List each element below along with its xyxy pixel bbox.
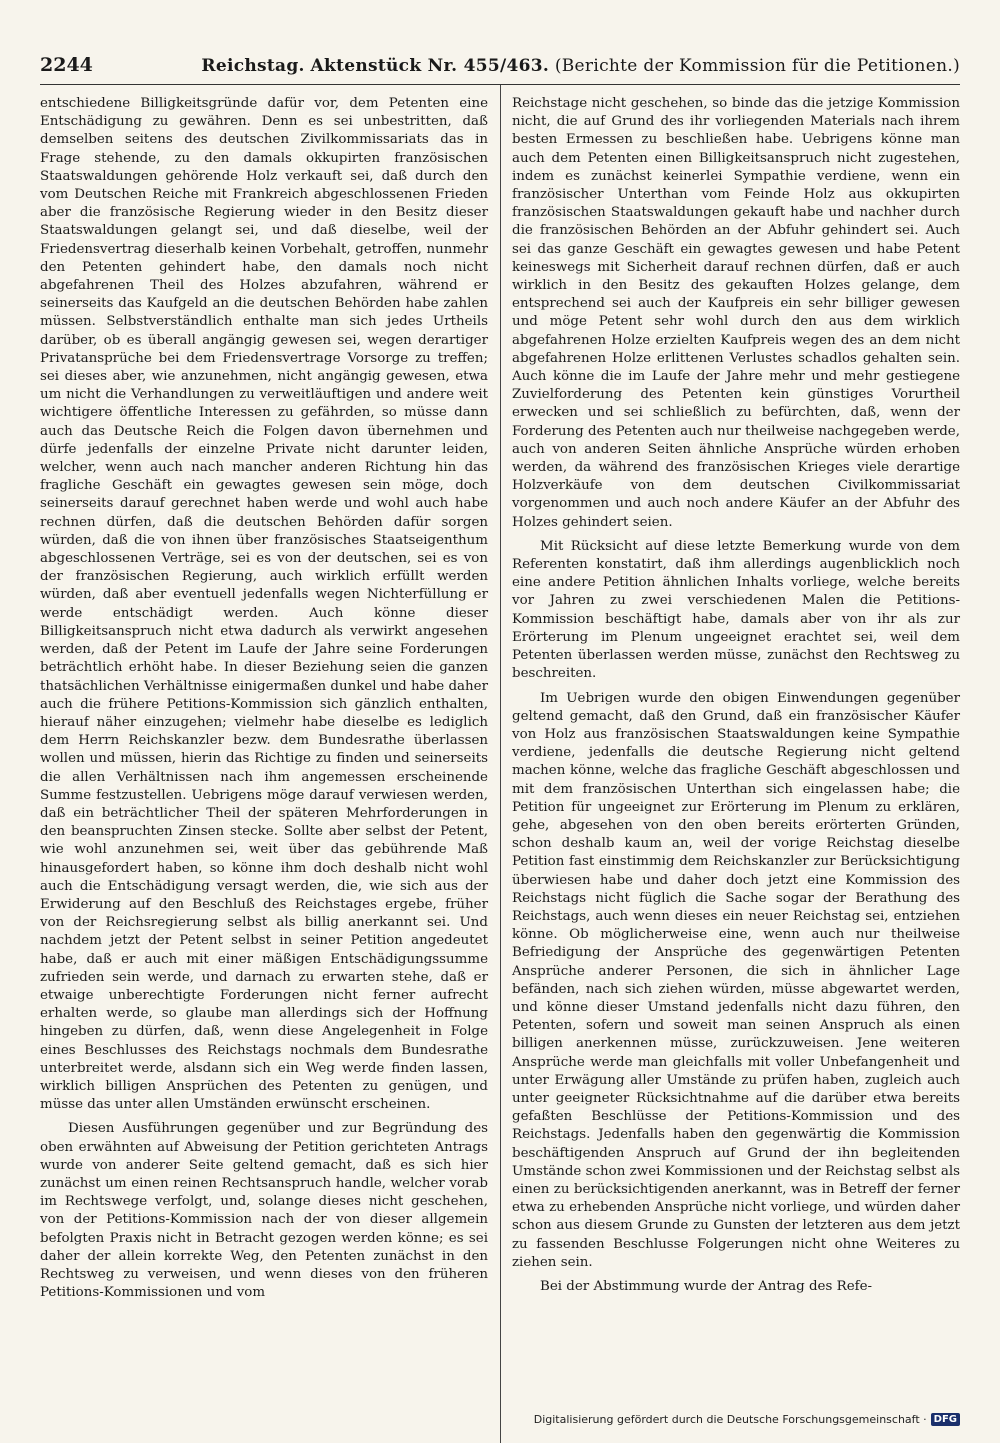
dfg-logo-icon: DFG xyxy=(931,1413,960,1426)
paragraph: Im Uebrigen wurde den obigen Einwendungen gegenüber geltend gemacht, daß den Grund, daß ein französischer Käufer von Holz aus französischen Staatswaldungen keine Sympathie verdiene, jedenfalls die deutsche Regierung nicht geltend machen könne, welche das fragliche Geschäft abgeschlossen und mit dem französischen Unterthan sich eingelassen habe; die Petition für ungeeignet zur Erörterung im Plenum zu erklären, gehe, abgesehen von den oben bereits erörterten Gründen, schon deshalb kaum an, weil der vorige Reichstag dieselbe Petition fast einstimmig dem Reichskanzler zur Berücksichtigung überwiesen habe und daher doch jetzt eine Kommission des Reichstags nicht füglich die Sache sogar der Berathung des Reichstags, auch wenn dieses ein neuer Reichstag sei, entziehen könne. Ob möglicherweise eine, wenn auch nur theilweise Befriedigung der Ansprüche des gegenwärtigen Petenten Ansprüche anderer Personen, die sich in ähnlicher Lage befänden, nach sich ziehen würden, müsse abgewartet werden, und könne dieser Umstand jedenfalls nicht dazu führen, den Petenten, sofern und soweit man seinen Anspruch als einen billigen anerkennen müsse, zurückzuweisen. Jene weiteren Ansprüche werde man gleichfalls mit voller Unbefangenheit und unter Erwägung aller Umstände zu prüfen haben, zugleich auch unter geeigneter Rücksichtnahme auf die darüber etwa bereits gefaßten Beschlüsse der Petitions-Kommission und des Reichstags. Jedenfalls haben den gegenwärtig die Kommission beschäftigenden Anspruch auf Grund der ihn begleitenden Umstände schon zwei Kommissionen und der Reichstag selbst als einen zu berücksichtigenden anerkannt, was in Betreff der ferner etwa zu erhebenden Ansprüche nicht vorliege, und würden daher schon aus diesem Grunde zu Gunsten der letzteren aus dem jetzt zu fassenden Beschlusse Folgerungen nicht ohne Weiteres zu ziehen sein. xyxy=(512,690,960,1270)
page-number: 2244 xyxy=(40,54,93,76)
text-columns xyxy=(40,95,960,1302)
document-page xyxy=(40,54,960,1302)
paragraph: Diesen Ausführungen gegenüber und zur Begründung des oben erwähnten auf Abweisung der Petition gerichteten Antrags wurde von anderer Seite geltend gemacht, daß es sich hier zunächst um einen reinen Rechtsanspruch handle, welcher vorab im Rechtswege verfolgt, und, solange dieses nicht geschehen, von der Petitions-Kommission nach der von dieser allgemein befolgten Praxis nicht in Betracht gezogen werden könne; es sei daher der allein korrekte Weg, den Petenten zunächst in den Rechtsweg zu verweisen, und wenn dieses von den früheren Petitions-Kommissionen und vom xyxy=(40,1121,488,1301)
paragraph: Bei der Abstimmung wurde der Antrag des Refe- xyxy=(540,1279,873,1294)
credit-text: Digitalisierung gefördert durch die Deutsche Forschungsgemeinschaft · xyxy=(533,1413,927,1426)
section-title: (Berichte der Kommission für die Petitionen.) xyxy=(554,56,960,76)
title-prefix: Reichstag. xyxy=(201,56,305,76)
left-column xyxy=(40,95,488,1302)
paragraph: Reichstage nicht geschehen, so binde das die jetzige Kommission nicht, die auf Grund des ihr vorliegenden Materials nach ihrem besten Ermessen zu beschließen habe. Uebrigens könne man auch dem Petenten einen Billigkeitsanspruch nicht zugestehen, indem es zunächst keinerlei Sympathie verdiene, wenn ein französischer Unterthan vom Feinde Holz aus okkupirten französischen Staatswaldungen gekauft habe und nachher durch die französischen Behörden an der Abfuhr gehindert sei. Auch sei das ganze Geschäft ein gewagtes gewesen und habe Petent keineswegs mit Sicherheit darauf rechnen dürfen, daß er auch wirklich in den Besitz des gekauften Holzes gelange, dem entsprechend sei auch der Kaufpreis ein sehr billiger gewesen und möge Petent sehr wohl durch den aus dem wirklich abgefahrenen Holze erzielten Kaufpreis wegen des an dem nicht abgefahrenen Holze erlittenen Verlustes schadlos gehalten sein. Auch könne die im Laufe der Jahre mehr und mehr gestiegene Zuvielforderung des Petenten kein günstiges Vorurtheil erwecken und sei schließlich zu befürchten, daß, wenn der Forderung des Petenten auch nur theilweise nachgegeben werde, auch von anderen Seiten ähnliche Ansprüche würden erhoben werden, da während des französischen Krieges viele derartige Holzverkäufe von dem deutschen Civilkommissariat vorgenommen und auch noch andere Käufer an der Abfuhr des Holzes gehindert seien. xyxy=(512,96,960,530)
paragraph: Mit Rücksicht auf diese letzte Bemerkung wurde von dem Referenten konstatirt, daß ihm allerdings augenblicklich noch eine andere Petition ähnlichen Inhalts vorliege, welche bereits vor Jahren zu zwei verschiedenen Malen die Petitions-Kommission beschäftigt habe, damals aber von ihr als zur Erörterung im Plenum ungeeignet erachtet sei, weil dem Petenten überlassen werden müsse, zunächst den Rechtsweg zu beschreiten. xyxy=(512,538,960,682)
digitization-credit xyxy=(534,1413,960,1426)
column-divider xyxy=(500,85,501,1443)
paragraph: entschiedene Billigkeitsgründe dafür vor, dem Petenten eine Entschädigung zu gewähren. Denn es sei unbestritten, daß demselben seitens des deutschen Zivilkommissariats das in Frage stehende, zu den damals okkupirten französischen Staatswaldungen gehörende Holz verkauft sei, daß durch den vom Deutschen Reiche mit Frankreich abgeschlossenen Frieden aber die französische Regierung wieder in den Besitz dieser Staatswaldungen gelangt sei, und daß dieselbe, weil der Friedensvertrag dieserhalb keinen Vorbehalt, getroffen, nunmehr den Petenten gehindert habe, den damals noch nicht abgefahrenen Theil des Holzes abzufahren, während er seinerseits das Kaufgeld an die deutschen Behörden habe zahlen müssen. Selbstverständlich enthalte man sich jedes Urtheils darüber, ob es überall angängig gewesen sei, wegen derartiger Privatansprüche bei dem Friedensvertrage Vorsorge zu treffen; sei dieses aber, wie anzunehmen, nicht angängig gewesen, etwa um nicht die Verhandlungen zu verweitläuftigen und andere weit wichtigere öffentliche Interessen zu gefährden, so müsse dann auch das Deutsche Reich die Folgen davon übernehmen und dürfe jedenfalls der einzelne Private nicht darunter leiden, welcher, wenn auch nach mancher anderen Richtung hin das fragliche Geschäft ein gewagtes gewesen sein möge, doch seinerseits darauf gerechnet haben werde und wohl auch habe rechnen dürfen, daß die deutschen Behörden dafür sorgen würden, daß die von ihnen über französisches Staatseigenthum abgeschlossenen Verträge, sei es von der deutschen, sei es von der französischen Regierung, auch wirklich erfüllt werden würden, daß aber eventuell jedenfalls wegen Nichterfüllung er werde entschädigt werden. Auch könne dieser Billigkeitsanspruch nicht etwa dadurch als verwirkt angesehen werden, daß der Petent im Laufe der Jahre seine Forderungen beträchtlich erhöht habe. In dieser Beziehung seien die ganzen thatsächlichen Verhältnisse einigermaßen dunkel und habe daher auch die frühere Petitions-Kommission sich gänzlich enthalten, hierauf näher einzugehen; vielmehr habe dieselbe es lediglich dem Herrn Reichskanzler bezw. dem Bundesrathe überlassen wollen und müssen, hierin das Richtige zu finden und seinerseits die allen Verhältnissen nach ihm angemessen erscheinende Summe festzustellen. Uebrigens möge darauf verwiesen werden, daß ein beträchtlicher Theil der späteren Mehrforderungen in den beanspruchten Zinsen stecke. Sollte aber selbst der Petent, wie wohl anzunehmen sei, weit über das gebührende Maß hinausgefordert haben, so könne ihm doch deshalb nicht wohl auch die Entschädigung versagt werden, die, wie sich aus der Erwiderung auf den Beschluß des Reichstages ergebe, früher von der Reichsregierung selbst als billig anerkannt sei. Und nachdem jetzt der Petent selbst in seiner Petition angedeutet habe, daß er auch mit einer mäßigen Entschädigungssumme zufrieden sein werde, und darnach zu erwarten stehe, daß er etwaige unberechtigte Forderungen nicht ferner aufrecht erhalten werde, so glaube man allerdings sich der Hoffnung hingeben zu dürfen, daß, wenn diese Angelegenheit in Folge eines Beschlusses des Reichstags nochmals dem Bundesrathe unterbreitet werde, alsdann sich ein Weg werde finden lassen, wirklich billigen Ansprüchen des Petenten zu genügen, und müsse das unter allen Umständen erwünscht erscheinen. xyxy=(40,96,488,1113)
running-title xyxy=(201,56,960,76)
page-header xyxy=(40,54,960,85)
document-number: Aktenstück Nr. 455/463. xyxy=(310,56,550,76)
right-column xyxy=(512,95,960,1302)
